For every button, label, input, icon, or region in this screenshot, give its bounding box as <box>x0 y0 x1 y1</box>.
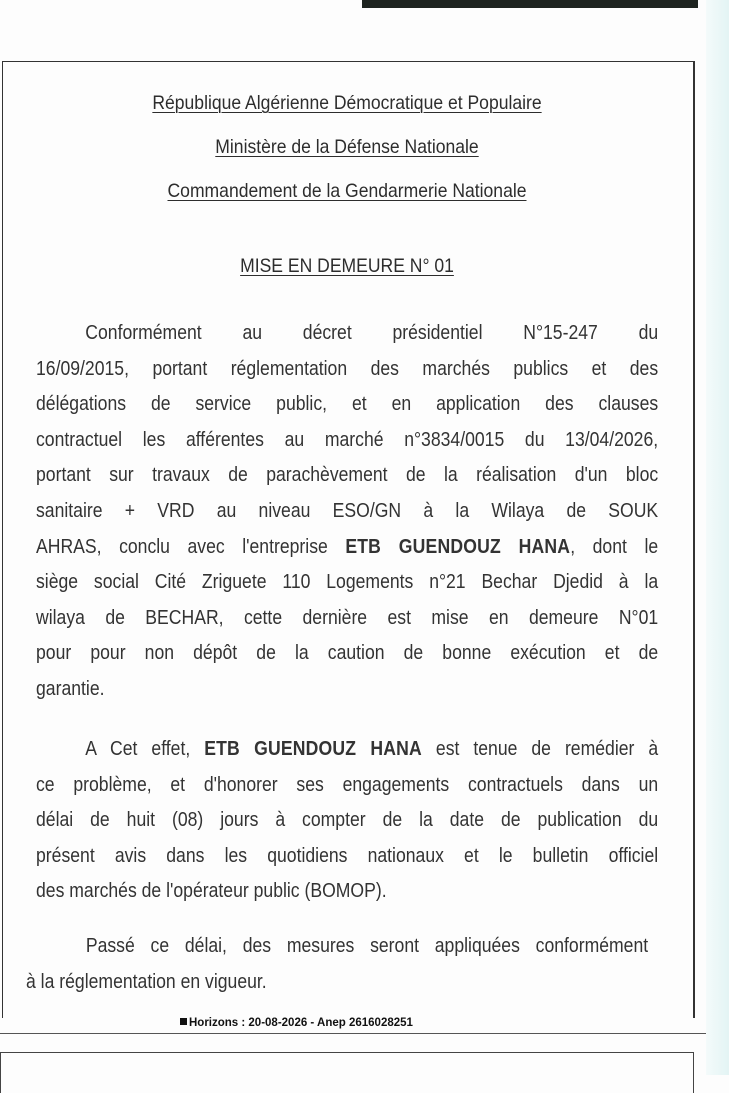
text-line <box>36 530 658 566</box>
text-line: siège social Cité Zriguete 110 Logements n°21 Bechar Djedid à la <box>36 571 659 594</box>
text-line: 16/09/2015, portant réglementation des marchés publics et des <box>36 357 659 380</box>
text-line: Conformément au décret présidentiel N°15-247 du <box>85 322 659 344</box>
text-line: sanitaire + VRD au niveau ESO/GN à la Wilaya de SOUK <box>36 499 659 522</box>
top-black-bar <box>362 0 698 8</box>
text-line: portant sur travaux de parachèvement de la réalisation d'un bloc <box>36 464 659 487</box>
company-name: ETB GUENDOUZ HANA <box>345 535 571 558</box>
footer-text: Horizons : 20-08-2026 - Anep 2616028251 <box>189 1017 413 1029</box>
next-notice-frame <box>0 1052 694 1093</box>
bottom-divider <box>0 1033 706 1034</box>
publication-footer <box>180 1017 413 1029</box>
paragraph-decree <box>36 316 658 708</box>
text-line: présent avis dans les quotidiens nationaux et le bulletin officiel <box>36 844 659 867</box>
text-line: à la réglementation en vigueur. <box>26 970 267 993</box>
text-line: délégations de service public, et en application des clauses <box>36 393 659 416</box>
paragraph-deadline <box>26 929 648 1000</box>
header-republic: République Algérienne Démocratique et Populaire <box>152 92 542 114</box>
text-fragment: est tenue de remédier à <box>421 738 659 760</box>
text-line: délai de huit (08) jours à compter de la date de publication du <box>36 809 659 832</box>
paragraph-effect <box>36 732 658 910</box>
text-fragment: AHRAS, conclu avec l'entreprise <box>36 535 346 558</box>
text-fragment: , dont le <box>570 535 659 558</box>
notice-title: MISE EN DEMEURE N° 01 <box>240 255 454 277</box>
text-line: contractuel les afférentes au marché n°3834/0015 du 13/04/2026, <box>36 428 659 451</box>
text-line: garantie. <box>36 677 105 700</box>
text-line: Passé ce délai, des mesures seront appliquées conformément <box>85 935 649 957</box>
text-line: ce problème, et d'honorer ses engagements contractuels dans un <box>36 773 659 796</box>
text-line: des marchés de l'opérateur public (BOMOP). <box>36 880 387 903</box>
text-line <box>36 732 658 768</box>
header-command: Commandement de la Gendarmerie Nationale <box>167 180 527 202</box>
text-line: pour pour non dépôt de la caution de bonne exécution et de <box>36 642 659 665</box>
text-fragment: A Cet effet, <box>85 738 205 760</box>
company-name: ETB GUENDOUZ HANA <box>204 738 422 760</box>
header-ministry: Ministère de la Défense Nationale <box>215 136 479 158</box>
text-line: wilaya de BECHAR, cette dernière est mise en demeure N°01 <box>36 606 659 629</box>
bullet-icon <box>180 1018 187 1025</box>
page-edge-stripe <box>706 0 729 1075</box>
